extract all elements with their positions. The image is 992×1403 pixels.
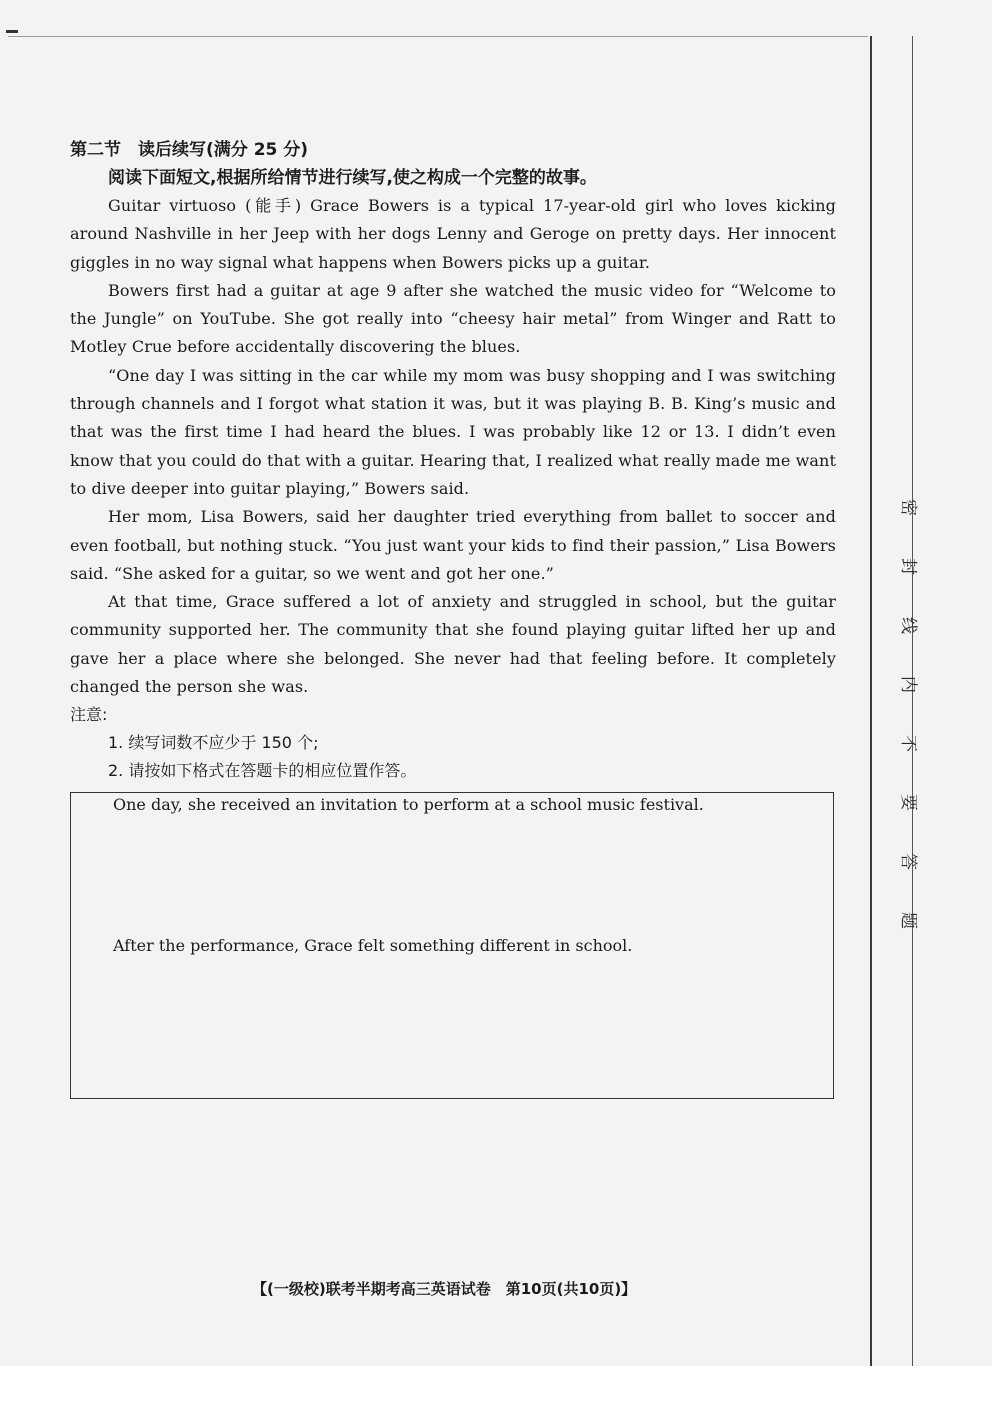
seal-char: 不 <box>897 735 918 752</box>
seal-char: 封 <box>897 558 918 575</box>
note-item-2: 2. 请按如下格式在答题卡的相应位置作答。 <box>108 761 417 781</box>
seal-char: 内 <box>897 676 918 693</box>
seal-char: 答 <box>897 853 918 870</box>
seal-line-notice <box>878 478 918 950</box>
section-heading: 第二节 读后续写(满分 25 分) <box>70 140 309 160</box>
passage-paragraph-5: At that time, Grace suffered a lot of anxiety and struggled in school, but the guitar community supported her. The community that she found playing guitar lifted her up and gave her a place where she belonged. She never had that feeling before. It completely changed the person she was. <box>70 592 836 697</box>
corner-mark <box>6 30 18 33</box>
page-footer: 【(一级校)联考半期考高三英语试卷 第10页(共10页)】 <box>252 1280 637 1298</box>
passage-paragraph-1: Guitar virtuoso (能手) Grace Bowers is a typical 17-year-old girl who loves kicking around Nashville in her Jeep with her dogs Lenny and Geroge on pretty days. Her innocent giggles in no way signal what happens when Bowers picks up a guitar. <box>70 196 836 272</box>
seal-char: 线 <box>897 617 918 634</box>
notes-label: 注意: <box>70 705 108 725</box>
exam-content <box>70 136 836 785</box>
seal-char: 密 <box>897 499 918 516</box>
answer-box[interactable] <box>70 792 834 1099</box>
continuation-prompt-1: One day, she received an invitation to perform at a school music festival. <box>113 795 704 814</box>
passage-paragraph-2: Bowers first had a guitar at age 9 after she watched the music video for “Welcome to the Jungle” on YouTube. She got really into “cheesy hair metal” from Winger and Ratt to Motley Crue before accidentally discovering the blues. <box>70 280 836 357</box>
seal-char: 题 <box>897 912 918 929</box>
seal-char: 要 <box>897 794 918 811</box>
section-instruction: 阅读下面短文,根据所给情节进行续写,使之构成一个完整的故事。 <box>108 168 597 188</box>
scan-background <box>0 1366 992 1403</box>
passage-paragraph-3: “One day I was sitting in the car while my mom was busy shopping and I was switching through channels and I forgot what station it was, but it was playing B. B. King’s music and that was the first time I had heard the blues. I was probably like 12 or 13. I didn’t even know that you could do that with a guitar. Hearing that, I realized what really made me want to dive deeper into guitar playing,” Bowers said. <box>70 365 836 498</box>
top-rule <box>8 36 868 37</box>
binding-line-outer <box>912 36 913 1366</box>
passage-paragraph-4: Her mom, Lisa Bowers, said her daughter tried everything from ballet to soccer and even football, but nothing stuck. “You just want your kids to find their passion,” Lisa Bowers said. “She asked for a guitar, so we went and got her one.” <box>70 507 836 583</box>
binding-line <box>870 36 872 1366</box>
note-item-1: 1. 续写词数不应少于 150 个; <box>108 733 319 753</box>
continuation-prompt-2: After the performance, Grace felt something different in school. <box>113 936 633 955</box>
